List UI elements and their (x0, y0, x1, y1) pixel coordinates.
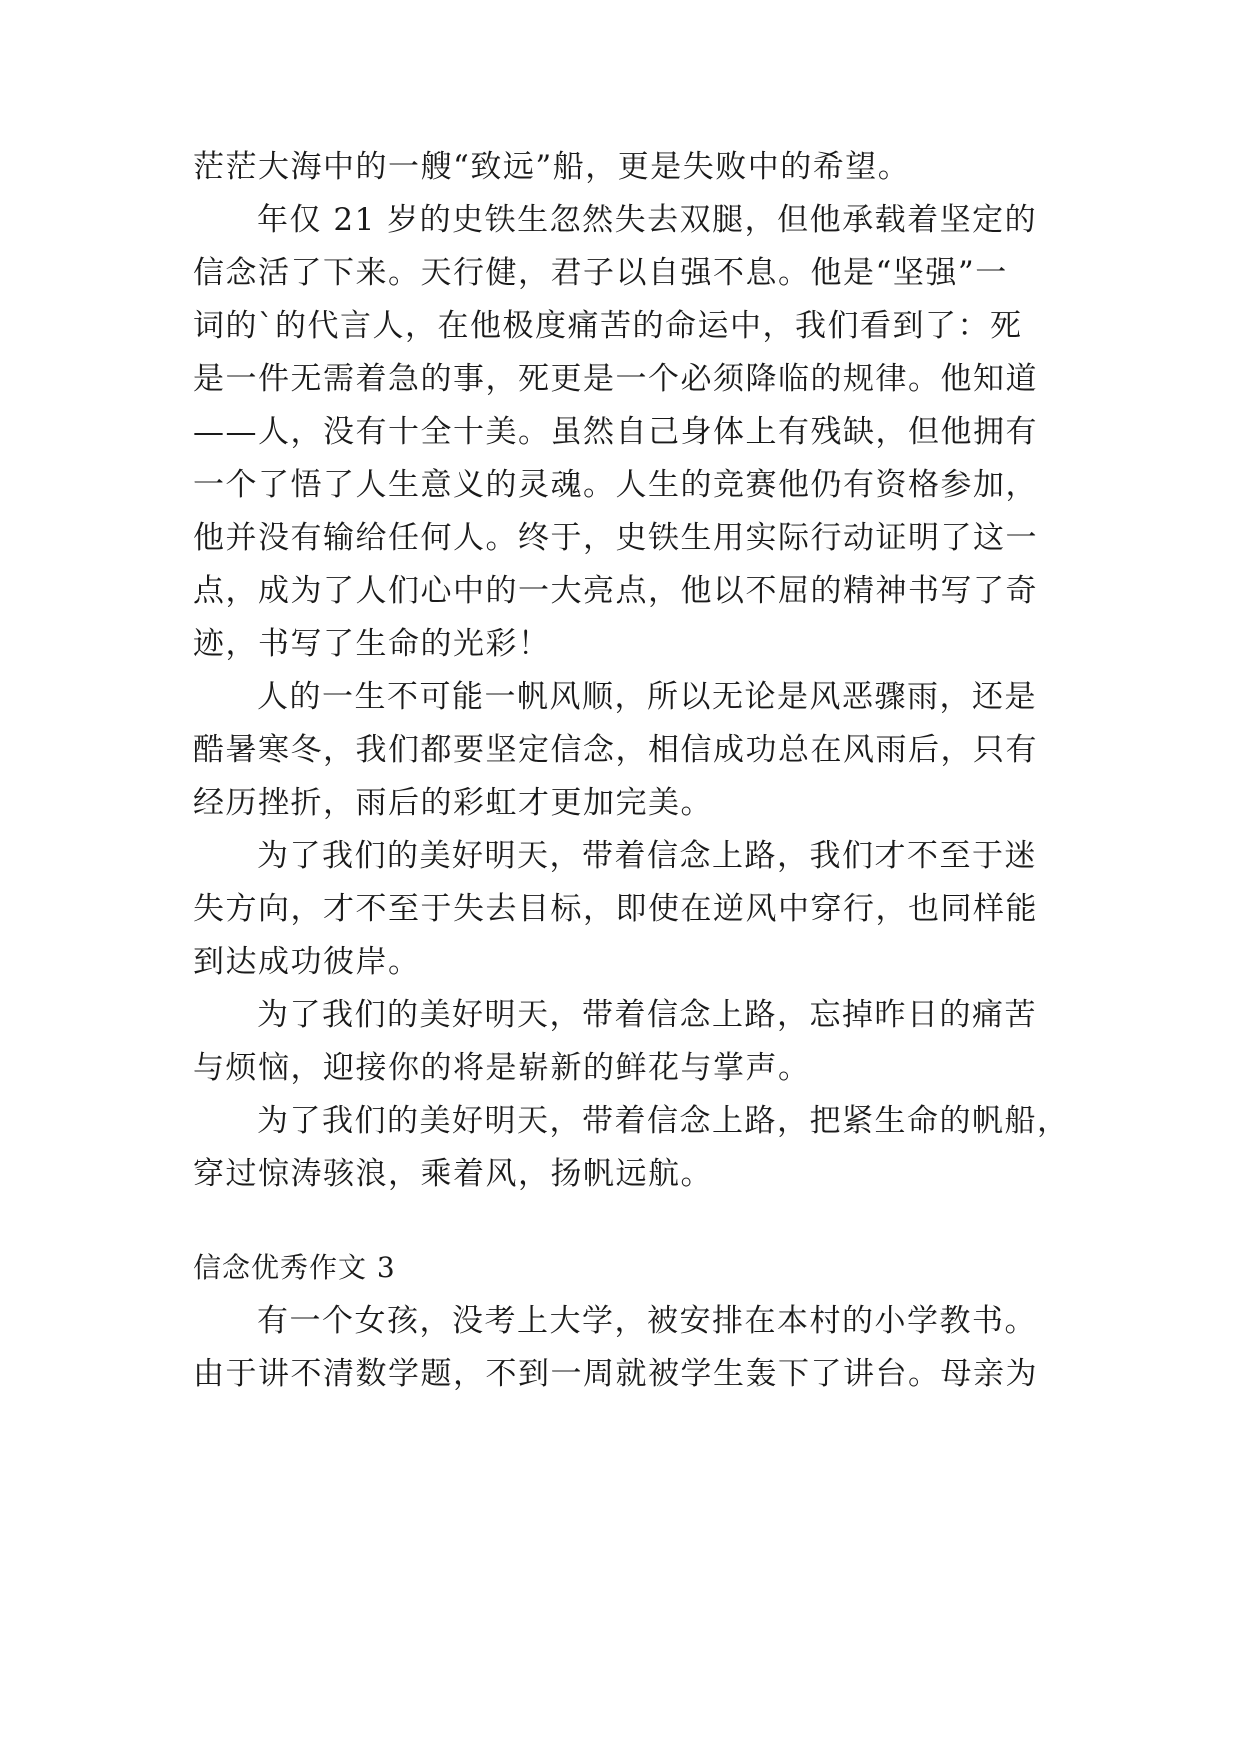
text-line: 是一件无需着急的事，死更是一个必须降临的规律。他知道 (193, 361, 1038, 397)
text-line: 由于讲不清数学题，不到一周就被学生轰下了讲台。母亲为 (193, 1356, 1038, 1392)
text-line: 到达成功彼岸。 (193, 944, 421, 980)
text-line: 穿过惊涛骇浪，乘着风，扬帆远航。 (193, 1156, 713, 1192)
paragraph-start: 为了我们的美好明天，带着信念上路，把紧生命的帆船， (257, 1103, 1070, 1139)
paragraph-start: 有一个女孩，没考上大学，被安排在本村的小学教书。 (257, 1303, 1037, 1339)
paragraph-start: 年仅 21 岁的史铁生忽然失去双腿，但他承载着坚定的 (257, 202, 1038, 238)
paragraph-start: 人的一生不可能一帆风顺，所以无论是风恶骤雨，还是 (257, 679, 1037, 715)
text-line: 经历挫折，雨后的彩虹才更加完美。 (193, 785, 713, 821)
text-line: 他并没有输给任何人。终于，史铁生用实际行动证明了这一 (193, 520, 1038, 556)
paragraph-start: 为了我们的美好明天，带着信念上路，忘掉昨日的痛苦 (257, 997, 1037, 1033)
text-line: 与烦恼，迎接你的将是崭新的鲜花与掌声。 (193, 1050, 811, 1086)
text-line: 茫茫大海中的一艘“致远”船，更是失败中的希望。 (193, 149, 911, 185)
text-line: 迹，书写了生命的光彩！ (193, 626, 551, 662)
text-line: 酷暑寒冬，我们都要坚定信念，相信成功总在风雨后，只有 (193, 732, 1038, 768)
section-heading: 信念优秀作文 3 (193, 1251, 396, 1284)
paragraph-start: 为了我们的美好明天，带着信念上路，我们才不至于迷 (257, 838, 1037, 874)
text-line: 一个了悟了人生意义的灵魂。人生的竞赛他仍有资格参加， (193, 467, 1038, 503)
text-line: 词的`的代言人，在他极度痛苦的命运中，我们看到了：死 (193, 308, 1023, 344)
text-line: 点，成为了人们心中的一大亮点，他以不屈的精神书写了奇 (193, 573, 1038, 609)
text-line: 信念活了下来。天行健，君子以自强不息。他是“坚强”一 (193, 255, 1008, 291)
text-line: ——人，没有十全十美。虽然自己身体上有残缺，但他拥有 (193, 414, 1038, 450)
text-line: 失方向，才不至于失去目标，即使在逆风中穿行，也同样能 (193, 891, 1038, 927)
